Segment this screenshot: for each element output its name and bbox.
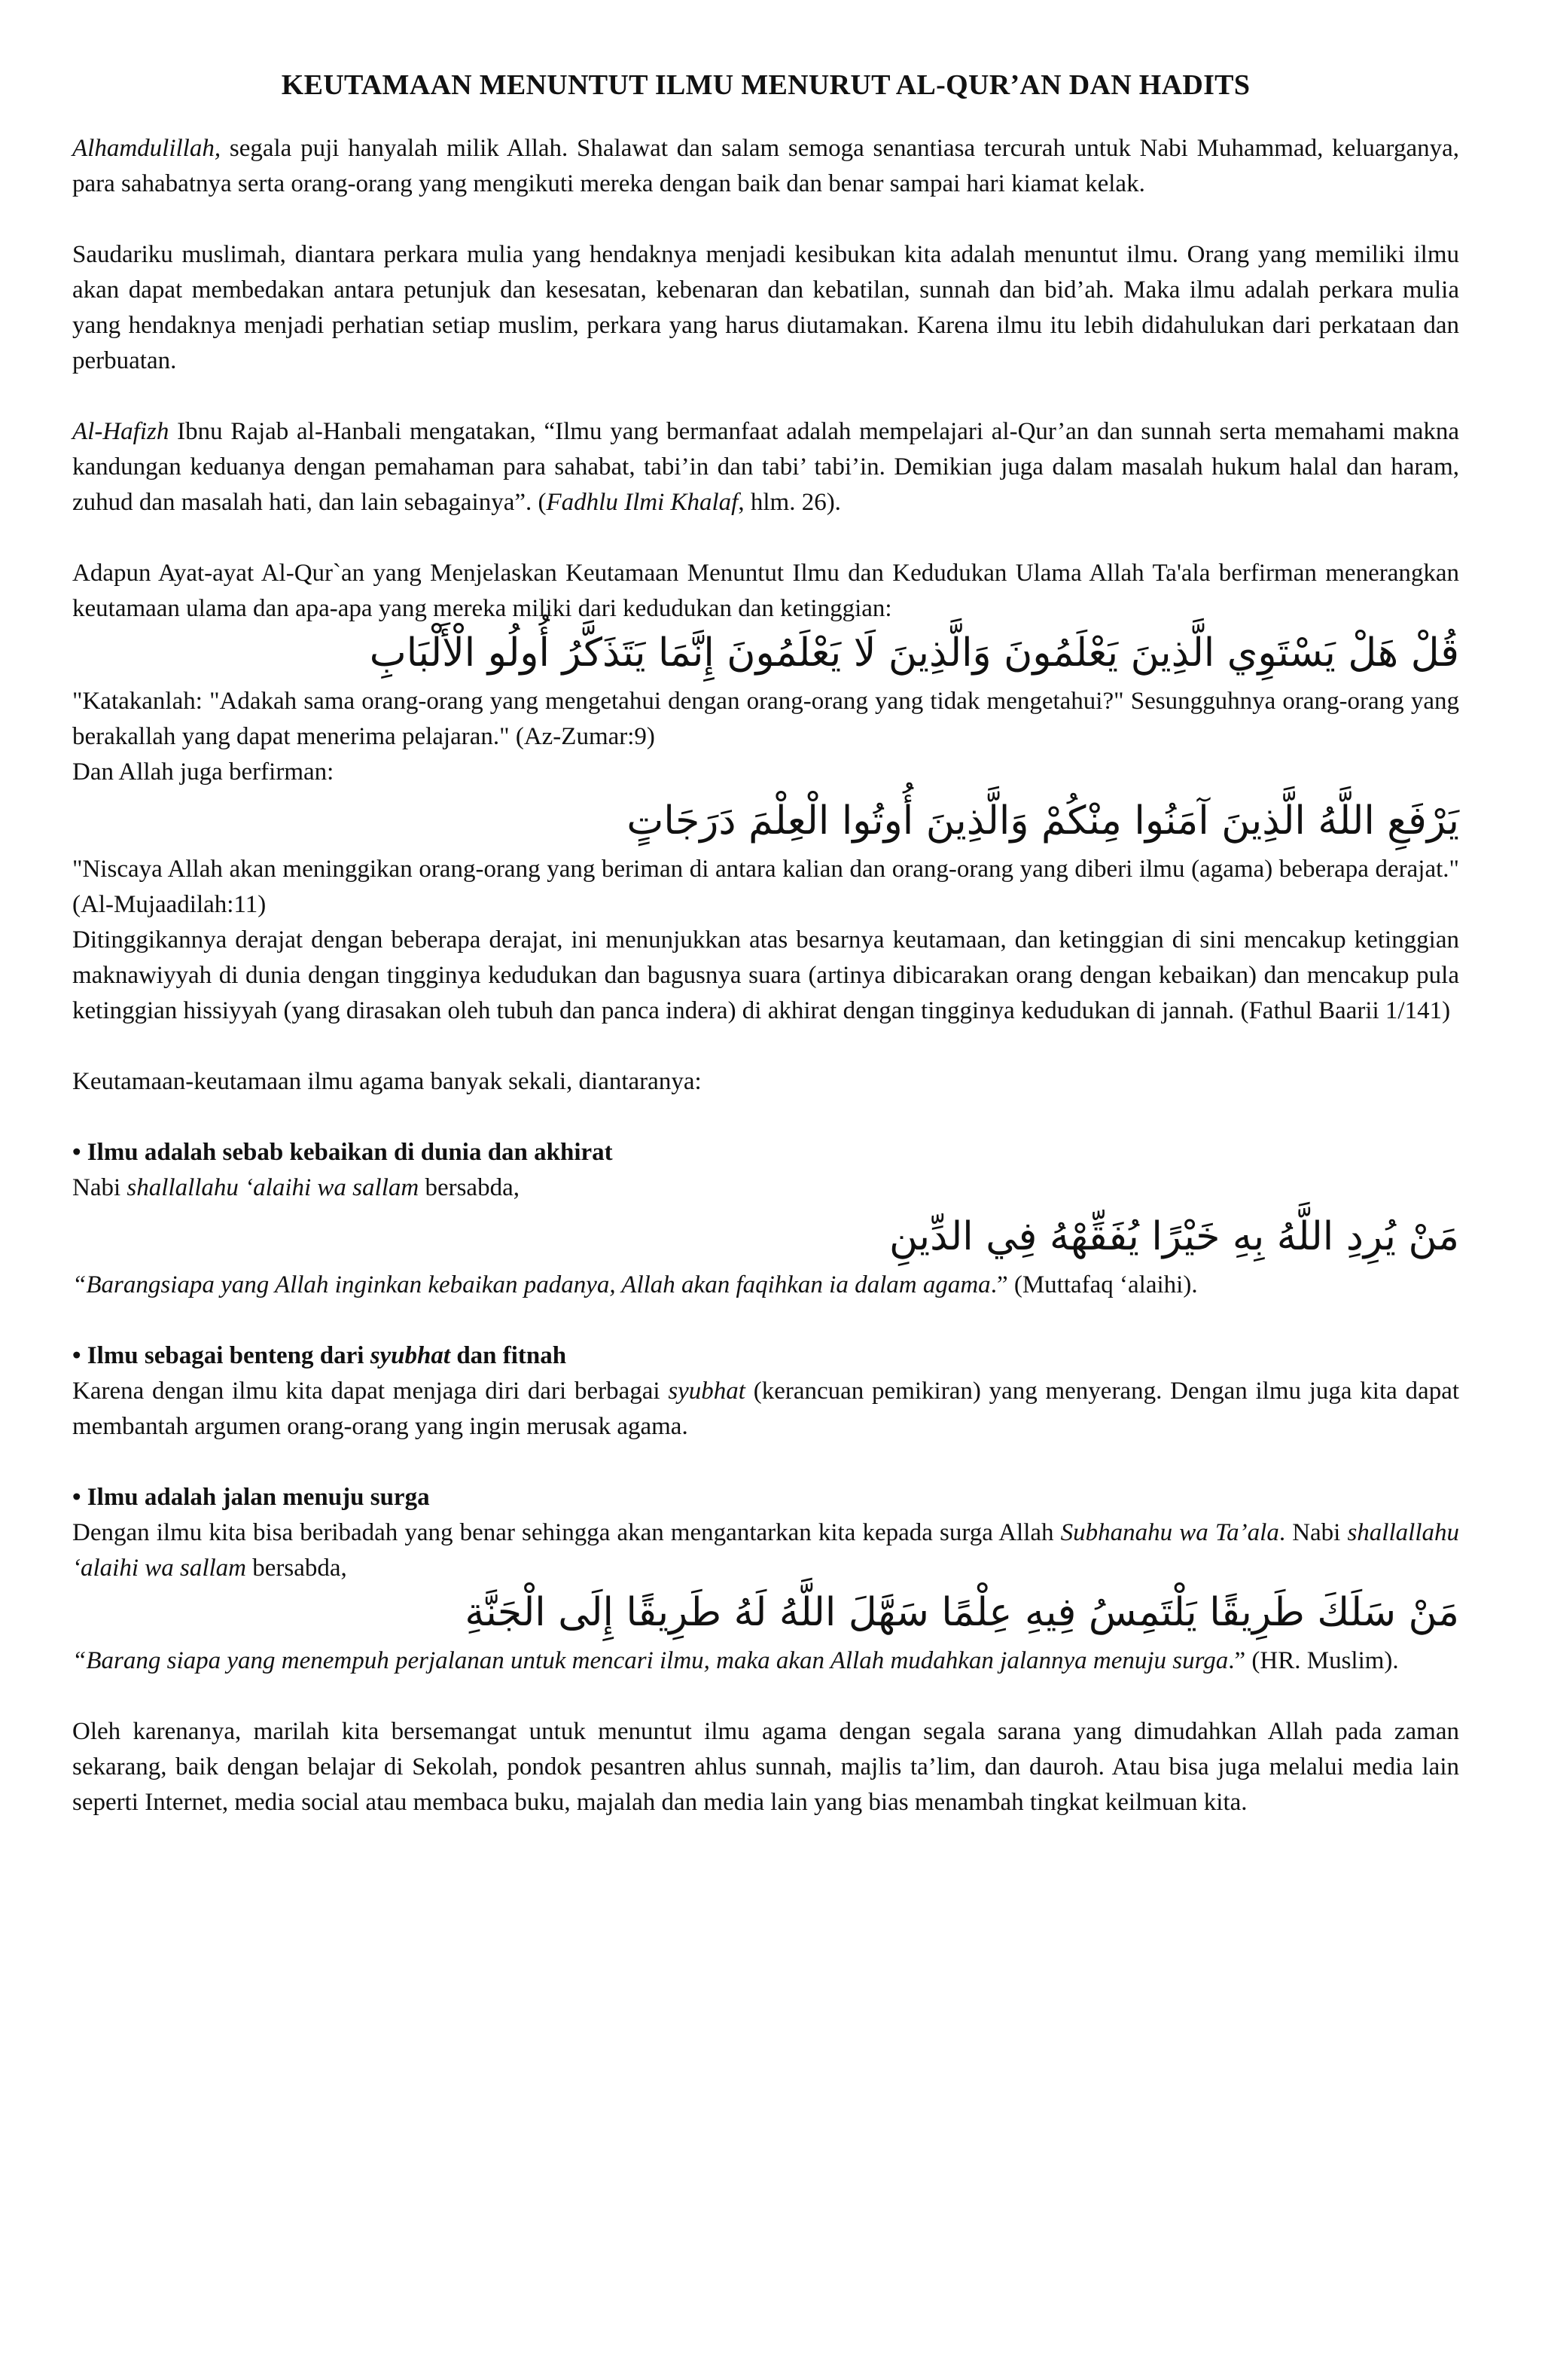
para3-italic: Al-Hafizh	[72, 418, 169, 445]
closing-paragraph: Oleh karenanya, marilah kita bersemangat untuk menuntut ilmu agama dengan segala sarana yang dimudahkan Allah pada zaman sekarang, baik dengan belajar di Sekolah, pondok pesantren ahlus sunnah, majlis ta’lim, dan dauroh. Atau bisa juga melalui media lain seperti Internet, media social atau membaca buku, majalah dan media lain yang bias menambah tingkat keilmuan kita.	[72, 1718, 1459, 1816]
section-3-heading: • Ilmu adalah jalan menuju surga	[72, 1484, 430, 1511]
arabic-verse-mujaadilah: يَرْفَعِ اللَّهُ الَّذِينَ آمَنُوا مِنْكُمْ وَالَّذِينَ أُوتُوا الْعِلْمَ دَرَجَاتٍ	[626, 798, 1459, 844]
arabic-hadith-1: مَنْ يُرِدِ اللَّهُ بِهِ خَيْرًا يُفَقِّهْهُ فِي الدِّينِ	[889, 1214, 1459, 1259]
intro-text: segala puji hanyalah milik Allah. Shalawat dan salam semoga senantiasa tercurah untuk Nabi Muhammad, keluarganya, para sahabatnya serta orang-orang yang mengikuti mereka dengan baik dan benar sampai hari kiamat kelak.	[72, 135, 1459, 197]
section-1-heading: • Ilmu adalah sebab kebaikan di dunia dan akhirat	[72, 1139, 613, 1166]
section-3-text: Dengan ilmu kita bisa beribadah yang benar sehingga akan mengantarkan kita kepada surga Allah Subhanahu wa Ta’ala. Nabi shallallahu ‘alaihi wa sallam bersabda,	[72, 1519, 1459, 1582]
explanation-paragraph: Ditinggikannya derajat dengan beberapa derajat, ini menunjukkan atas besarnya keutamaan, dan ketinggian di sini mencakup ketinggian maknawiyyah di dunia dengan tingginya kedudukan dan bagusnya suara (artinya dibicarakan orang dengan kebaikan) dan mencakup pula ketinggian hissiyyah (yang dirasakan oleh tubuh dan panca indera) di akhirat dengan tingginya kedudukan di jannah. (Fathul Baarii 1/141)	[72, 926, 1459, 1024]
intro-paragraph	[72, 131, 1459, 202]
translation-zumar: "Katakanlah: "Adakah sama orang-orang yang mengetahui dengan orang-orang yang tidak mengetahui?" Sesungguhnya orang-orang yang berakallah yang dapat menerima pelajaran." (Az-Zumar:9)	[72, 688, 1459, 750]
section-3-quote: “Barang siapa yang menempuh perjalanan untuk mencari ilmu, maka akan Allah mudahkan jalannya menuju surga.” (HR. Muslim).	[72, 1647, 1399, 1674]
paragraph-3: Al-Hafizh Ibnu Rajab al-Hanbali mengatakan, “Ilmu yang bermanfaat adalah mempelajari al-Qur’an dan sunnah serta memahami makna kandungan keduanya dengan pemahaman para sahabat, tabi’in dan tabi’ tabi’in. Demikian juga dalam masalah hukum halal dan haram, zuhud dan masalah hati, dan lain sebagainya”. (Fadhlu Ilmi Khalaf, hlm. 26).	[72, 418, 1459, 516]
intro-italic: Alhamdulillah,	[72, 135, 221, 162]
section-2-heading: • Ilmu sebagai benteng dari syubhat dan fitnah	[72, 1342, 567, 1369]
translation-mujaadilah: "Niscaya Allah akan meninggikan orang-orang yang beriman di antara kalian dan orang-orang yang diberi ilmu (agama) beberapa derajat." (Al-Mujaadilah:11)	[72, 856, 1459, 918]
virtues-intro: Keutamaan-keutamaan ilmu agama banyak sekali, diantaranya:	[72, 1068, 702, 1095]
arabic-hadith-2: مَنْ سَلَكَ طَرِيقًا يَلْتَمِسُ فِيهِ عِلْمًا سَهَّلَ اللَّهُ لَهُ طَرِيقًا إِلَى الْجَنَّةِ	[465, 1590, 1459, 1635]
section-1-lead: Nabi shallallahu ‘alaihi wa sallam bersabda,	[72, 1174, 520, 1201]
document-title: KEUTAMAAN MENUNTUT ILMU MENURUT AL-QUR’AN DAN HADITS	[281, 69, 1251, 101]
verse-intro-2: Dan Allah juga berfirman:	[72, 758, 334, 786]
paragraph-2: Saudariku muslimah, diantara perkara mulia yang hendaknya menjadi kesibukan kita adalah menuntut ilmu. Orang yang memiliki ilmu akan dapat membedakan antara petunjuk dan kesesatan, kebenaran dan kebatilan, sunnah dan bid’ah. Maka ilmu adalah perkara mulia yang hendaknya menjadi perhatian setiap muslim, perkara yang harus diutamakan. Karena ilmu itu lebih didahulukan dari perkataan dan perbuatan.	[72, 241, 1459, 374]
section-1-quote: “Barangsiapa yang Allah inginkan kebaikan padanya, Allah akan faqihkan ia dalam agama.” (Muttafaq ‘alaihi).	[72, 1271, 1198, 1298]
section-2-text: Karena dengan ilmu kita dapat menjaga diri dari berbagai syubhat (kerancuan pemikiran) yang menyerang. Dengan ilmu juga kita dapat membantah argumen orang-orang yang ingin merusak agama.	[72, 1378, 1460, 1440]
arabic-verse-zumar: قُلْ هَلْ يَسْتَوِي الَّذِينَ يَعْلَمُونَ وَالَّذِينَ لَا يَعْلَمُونَ إِنَّمَا يَتَذَكَّرُ أُولُو الْأَلْبَابِ	[369, 630, 1459, 676]
para3-source: Fadhlu Ilmi Khalaf	[546, 489, 739, 516]
paragraph-4: Adapun Ayat-ayat Al-Qur`an yang Menjelaskan Keutamaan Menuntut Ilmu dan Kedudukan Ulama Allah Ta'ala berfirman menerangkan keutamaan ulama dan apa-apa yang mereka miliki dari kedudukan dan ketinggian:	[72, 560, 1459, 622]
